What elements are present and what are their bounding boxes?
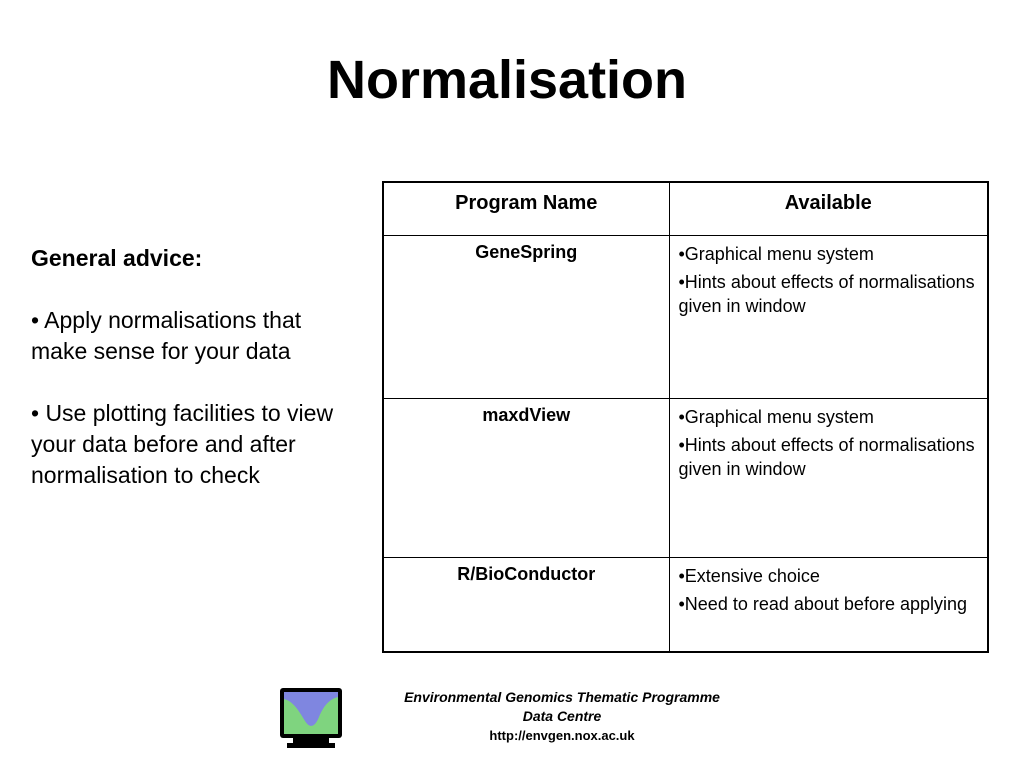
available-item: •Extensive choice (678, 565, 820, 586)
advice-heading: General advice: (31, 245, 203, 271)
table-row (383, 557, 988, 652)
program-table (382, 181, 989, 653)
available-item: •Graphical menu system (678, 406, 874, 427)
available-cell (669, 235, 988, 398)
monitor-logo-icon (279, 687, 343, 749)
table-row (383, 235, 988, 398)
table-row (383, 398, 988, 557)
footer (362, 688, 762, 745)
footer-data-centre: Data Centre (522, 708, 602, 724)
advice-item: • Use plotting facilities to view your data before and after normalisation to check (31, 400, 334, 488)
general-advice (31, 243, 351, 522)
available-item: •Need to read about before applying (678, 593, 968, 614)
advice-item: • Apply normalisations that make sense for your data (31, 307, 302, 364)
available-item: •Hints about effects of normalisations given in window (678, 271, 975, 316)
slide-title: Normalisation (326, 50, 688, 110)
program-name-cell: GeneSpring (383, 235, 669, 398)
header-program-name: Program Name (383, 182, 669, 235)
available-cell (669, 557, 988, 652)
available-item: •Hints about effects of normalisations given in window (678, 434, 975, 479)
program-name-cell: R/BioConductor (383, 557, 669, 652)
program-name-cell: maxdView (383, 398, 669, 557)
header-available: Available (669, 182, 988, 235)
available-item: •Graphical menu system (678, 243, 874, 264)
footer-url[interactable]: http://envgen.nox.ac.uk (489, 728, 635, 743)
footer-programme: Environmental Genomics Thematic Programme (404, 689, 720, 705)
table-header-row (383, 182, 988, 235)
available-cell (669, 398, 988, 557)
